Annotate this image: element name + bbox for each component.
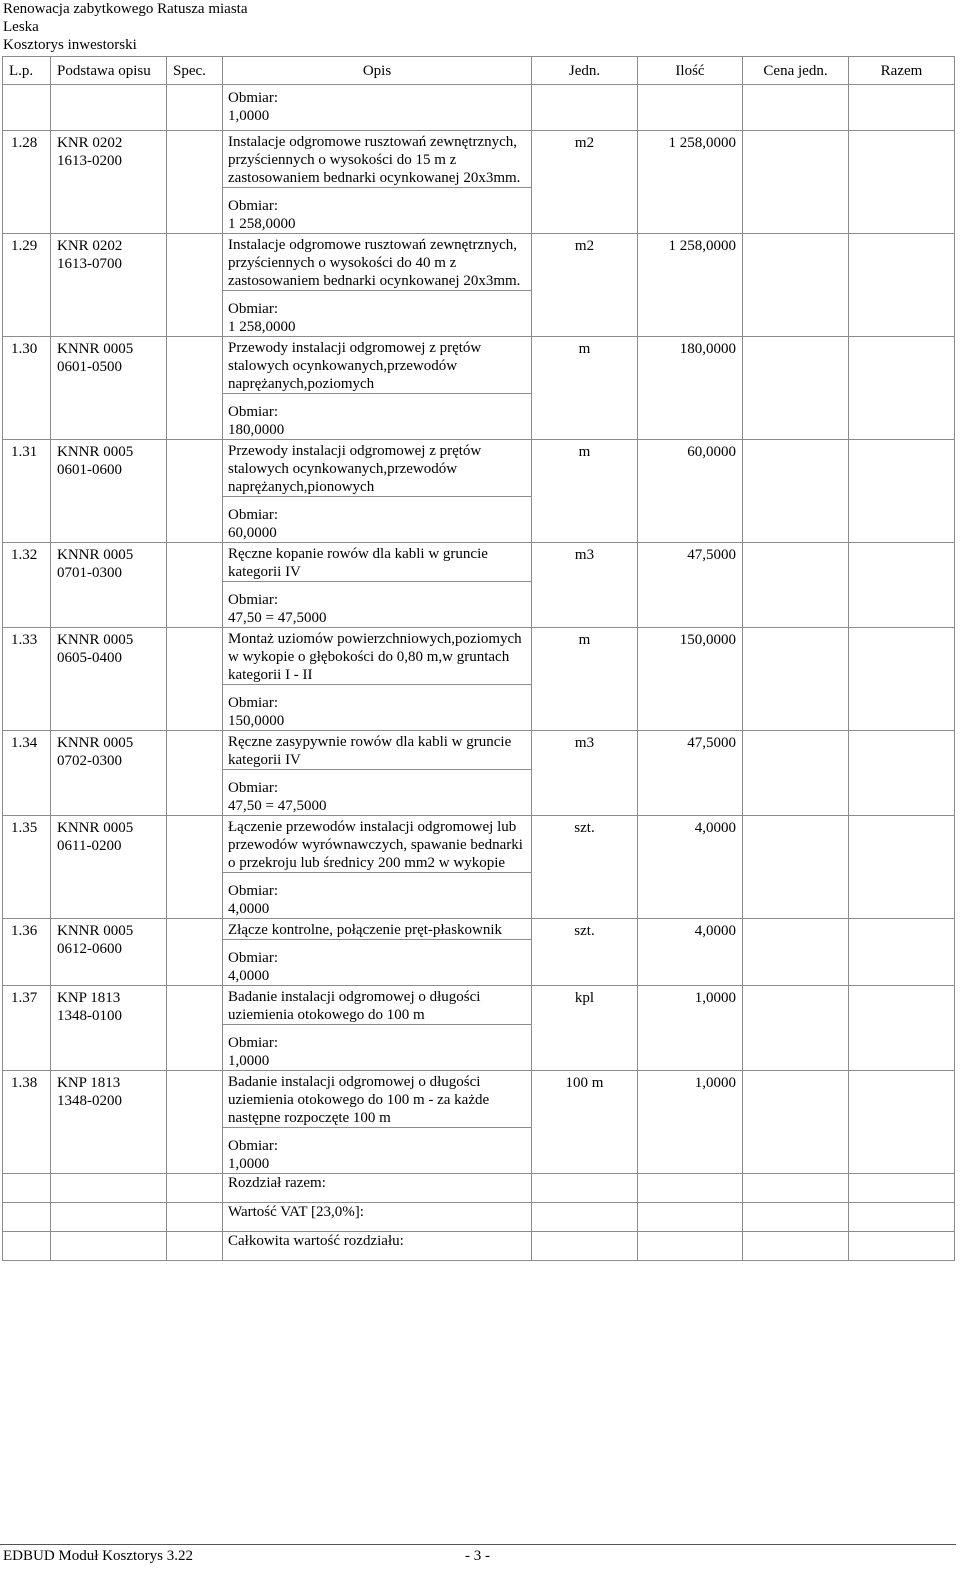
document-type: Kosztorys inwestorski [3, 37, 137, 53]
col-header-jedn: Jedn. [532, 57, 638, 85]
unit-cell [532, 1203, 638, 1232]
total-cell [849, 628, 955, 731]
obmiar-value: 1,0000 [228, 1156, 270, 1172]
obmiar-value: 4,0000 [228, 968, 270, 984]
price-cell [743, 1232, 849, 1261]
price-cell [743, 919, 849, 986]
price-cell [743, 628, 849, 731]
program-name: EDBUD Moduł Kosztorys 3.22 [3, 1548, 193, 1564]
obmiar-label: Obmiar: [228, 695, 278, 711]
price-cell [743, 234, 849, 337]
lp-cell: 1.34 [3, 731, 51, 816]
description-cell: Instalacje odgromowe rusztowań zewnętrznych, przyściennych o wysokości do 40 m z zastosowaniem bednarki ocynkowanej 20x3mm. [223, 234, 532, 291]
description-cell: Złącze kontrolne, połączenie pręt-płaskownik [223, 919, 532, 940]
col-header-cena: Cena jedn. [743, 57, 849, 85]
obmiar-cell [223, 940, 532, 986]
obmiar-cell [223, 770, 532, 816]
unit-cell: m3 [532, 543, 638, 628]
obmiar-cell [223, 291, 532, 337]
lp-cell [3, 1232, 51, 1261]
spec-cell [167, 1071, 223, 1174]
total-cell [849, 1203, 955, 1232]
code-cell [51, 1203, 167, 1232]
unit-cell: szt. [532, 816, 638, 919]
price-cell [743, 543, 849, 628]
description-cell: Badanie instalacji odgromowej o długości uziemienia otokowego do 100 m - za każde następne rozpoczęte 100 m [223, 1071, 532, 1128]
obmiar-cell [223, 1128, 532, 1174]
unit-cell: m [532, 440, 638, 543]
price-cell [743, 131, 849, 234]
lp-cell: 1.37 [3, 986, 51, 1071]
qty-cell: 60,0000 [638, 440, 743, 543]
summary-row [3, 1174, 955, 1203]
price-cell [743, 986, 849, 1071]
lp-cell: 1.36 [3, 919, 51, 986]
col-header-razem: Razem [849, 57, 955, 85]
spec-cell [167, 1174, 223, 1203]
price-cell [743, 85, 849, 131]
obmiar-label: Obmiar: [228, 950, 278, 966]
code-cell [51, 337, 167, 440]
unit-cell [532, 85, 638, 131]
obmiar-cell [223, 497, 532, 543]
total-cell [849, 337, 955, 440]
qty-cell: 1,0000 [638, 986, 743, 1071]
qty-cell: 180,0000 [638, 337, 743, 440]
footer-divider [0, 1544, 956, 1545]
code-catalog: KNNR 0005 [57, 632, 134, 648]
table-row [3, 628, 955, 685]
code-catalog: KNR 0202 [57, 238, 123, 254]
unit-cell: m [532, 337, 638, 440]
price-cell [743, 1203, 849, 1232]
code-cell [51, 919, 167, 986]
spec-cell [167, 85, 223, 131]
code-position: 0605-0400 [57, 650, 122, 666]
obmiar-cell [223, 394, 532, 440]
table-row [3, 234, 955, 291]
unit-cell: 100 m [532, 1071, 638, 1174]
lp-cell: 1.38 [3, 1071, 51, 1174]
spec-cell [167, 919, 223, 986]
obmiar-label: Obmiar: [228, 592, 278, 608]
qty-cell: 1 258,0000 [638, 234, 743, 337]
qty-cell [638, 1232, 743, 1261]
table-row [3, 816, 955, 873]
summary-row [3, 1203, 955, 1232]
description-cell: Łączenie przewodów instalacji odgromowej lub przewodów wyrównawczych, spawanie bednarki o przekroju lub średnicy 200 mm2 w wykopie [223, 816, 532, 873]
col-header-podstawa: Podstawa opisu [51, 57, 167, 85]
lp-cell: 1.30 [3, 337, 51, 440]
obmiar-value: 47,50 = 47,5000 [228, 610, 327, 626]
description-cell: Badanie instalacji odgromowej o długości uziemienia otokowego do 100 m [223, 986, 532, 1025]
description-cell: Ręczne kopanie rowów dla kabli w gruncie kategorii IV [223, 543, 532, 582]
lp-cell [3, 1203, 51, 1232]
spec-cell [167, 731, 223, 816]
price-cell [743, 337, 849, 440]
spec-cell [167, 234, 223, 337]
obmiar-label: Obmiar: [228, 90, 278, 106]
summary-total: Całkowita wartość rozdziału: [223, 1232, 532, 1261]
lp-cell: 1.31 [3, 440, 51, 543]
project-title-line1: Renowacja zabytkowego Ratusza miasta [3, 1, 248, 17]
col-header-opis: Opis [223, 57, 532, 85]
unit-cell [532, 1232, 638, 1261]
qty-cell: 1,0000 [638, 1071, 743, 1174]
description-cell: Przewody instalacji odgromowej z prętów stalowych ocynkowanych,przewodów naprężanych,poziomych [223, 337, 532, 394]
lp-cell: 1.33 [3, 628, 51, 731]
unit-cell: m [532, 628, 638, 731]
obmiar-value: 1,0000 [228, 108, 270, 124]
total-cell [849, 1232, 955, 1261]
unit-cell: kpl [532, 986, 638, 1071]
obmiar-value: 1,0000 [228, 1053, 270, 1069]
table-header-row [3, 57, 955, 85]
obmiar-value: 1 258,0000 [228, 216, 296, 232]
obmiar-label: Obmiar: [228, 883, 278, 899]
obmiar-value: 180,0000 [228, 422, 285, 438]
qty-cell [638, 85, 743, 131]
spec-cell [167, 543, 223, 628]
qty-cell: 47,5000 [638, 731, 743, 816]
spec-cell [167, 440, 223, 543]
total-cell [849, 543, 955, 628]
obmiar-value: 47,50 = 47,5000 [228, 798, 327, 814]
spec-cell [167, 337, 223, 440]
table-row [3, 337, 955, 394]
page-number: - 3 - [465, 1548, 490, 1564]
code-position: 0702-0300 [57, 753, 122, 769]
code-catalog: KNNR 0005 [57, 820, 134, 836]
spec-cell [167, 1232, 223, 1261]
obmiar-value: 150,0000 [228, 713, 285, 729]
obmiar-row [3, 85, 955, 131]
price-cell [743, 1071, 849, 1174]
description-cell: Montaż uziomów powierzchniowych,poziomych w wykopie o głębokości do 0,80 m,w gruntach kategorii I - II [223, 628, 532, 685]
spec-cell [167, 628, 223, 731]
code-position: 1348-0100 [57, 1008, 122, 1024]
code-position: 0701-0300 [57, 565, 122, 581]
obmiar-cell [223, 188, 532, 234]
obmiar-value: 4,0000 [228, 901, 270, 917]
qty-cell: 47,5000 [638, 543, 743, 628]
code-position: 1348-0200 [57, 1093, 122, 1109]
obmiar-label: Obmiar: [228, 507, 278, 523]
total-cell [849, 1174, 955, 1203]
cost-estimate-table [2, 56, 955, 1261]
summary-rozdzial: Rozdział razem: [223, 1174, 532, 1203]
table-row [3, 543, 955, 582]
code-catalog: KNNR 0005 [57, 923, 134, 939]
lp-cell: 1.28 [3, 131, 51, 234]
price-cell [743, 1174, 849, 1203]
spec-cell [167, 816, 223, 919]
qty-cell: 1 258,0000 [638, 131, 743, 234]
unit-cell [532, 1174, 638, 1203]
total-cell [849, 131, 955, 234]
unit-cell: m2 [532, 131, 638, 234]
obmiar-label: Obmiar: [228, 1035, 278, 1051]
description-cell: Ręczne zasypywnie rowów dla kabli w gruncie kategorii IV [223, 731, 532, 770]
code-cell [51, 131, 167, 234]
lp-cell: 1.32 [3, 543, 51, 628]
table-row [3, 986, 955, 1025]
code-catalog: KNR 0202 [57, 135, 123, 151]
code-cell [51, 1174, 167, 1203]
price-cell [743, 440, 849, 543]
obmiar-value: 60,0000 [228, 525, 277, 541]
qty-cell: 150,0000 [638, 628, 743, 731]
obmiar-label: Obmiar: [228, 301, 278, 317]
spec-cell [167, 986, 223, 1071]
obmiar-cell [223, 1025, 532, 1071]
lp-cell: 1.29 [3, 234, 51, 337]
spec-cell [167, 131, 223, 234]
code-position: 1613-0700 [57, 256, 122, 272]
obmiar-cell [223, 582, 532, 628]
lp-cell [3, 1174, 51, 1203]
price-cell [743, 816, 849, 919]
code-cell [51, 986, 167, 1071]
obmiar-cell [223, 685, 532, 731]
code-catalog: KNP 1813 [57, 990, 121, 1006]
total-cell [849, 234, 955, 337]
code-catalog: KNNR 0005 [57, 444, 134, 460]
summary-vat: Wartość VAT [23,0%]: [223, 1203, 532, 1232]
total-cell [849, 919, 955, 986]
obmiar-label: Obmiar: [228, 404, 278, 420]
qty-cell [638, 1174, 743, 1203]
code-cell [51, 1071, 167, 1174]
code-catalog: KNP 1813 [57, 1075, 121, 1091]
col-header-ilosc: Ilość [638, 57, 743, 85]
qty-cell: 4,0000 [638, 919, 743, 986]
total-cell [849, 731, 955, 816]
unit-cell: szt. [532, 919, 638, 986]
code-cell [51, 440, 167, 543]
description-cell: Przewody instalacji odgromowej z prętów stalowych ocynkowanych,przewodów naprężanych,pionowych [223, 440, 532, 497]
document-header [3, 0, 248, 54]
table-row [3, 1071, 955, 1128]
unit-cell: m2 [532, 234, 638, 337]
code-cell [51, 234, 167, 337]
project-title-line2: Leska [3, 19, 39, 35]
code-cell [51, 816, 167, 919]
table-row [3, 440, 955, 497]
code-cell [51, 85, 167, 131]
price-cell [743, 731, 849, 816]
code-cell [51, 543, 167, 628]
code-catalog: KNNR 0005 [57, 547, 134, 563]
code-position: 1613-0200 [57, 153, 122, 169]
code-position: 0601-0600 [57, 462, 122, 478]
code-catalog: KNNR 0005 [57, 341, 134, 357]
obmiar-cell [223, 873, 532, 919]
total-cell [849, 816, 955, 919]
total-cell [849, 1071, 955, 1174]
page-footer [3, 1547, 953, 1567]
code-position: 0611-0200 [57, 838, 122, 854]
unit-cell: m3 [532, 731, 638, 816]
total-cell [849, 85, 955, 131]
code-cell [51, 628, 167, 731]
obmiar-value: 1 258,0000 [228, 319, 296, 335]
obmiar-cell [223, 85, 532, 131]
table-row [3, 919, 955, 940]
code-position: 0612-0600 [57, 941, 122, 957]
col-header-lp: L.p. [3, 57, 51, 85]
code-position: 0601-0500 [57, 359, 122, 375]
code-catalog: KNNR 0005 [57, 735, 134, 751]
table-row [3, 731, 955, 770]
summary-row [3, 1232, 955, 1261]
code-cell [51, 731, 167, 816]
table-row [3, 131, 955, 188]
col-header-spec: Spec. [167, 57, 223, 85]
code-cell [51, 1232, 167, 1261]
total-cell [849, 440, 955, 543]
total-cell [849, 986, 955, 1071]
qty-cell: 4,0000 [638, 816, 743, 919]
description-cell: Instalacje odgromowe rusztowań zewnętrznych, przyściennych o wysokości do 15 m z zastosowaniem bednarki ocynkowanej 20x3mm. [223, 131, 532, 188]
lp-cell [3, 85, 51, 131]
obmiar-label: Obmiar: [228, 1138, 278, 1154]
spec-cell [167, 1203, 223, 1232]
lp-cell: 1.35 [3, 816, 51, 919]
obmiar-label: Obmiar: [228, 780, 278, 796]
obmiar-label: Obmiar: [228, 198, 278, 214]
qty-cell [638, 1203, 743, 1232]
